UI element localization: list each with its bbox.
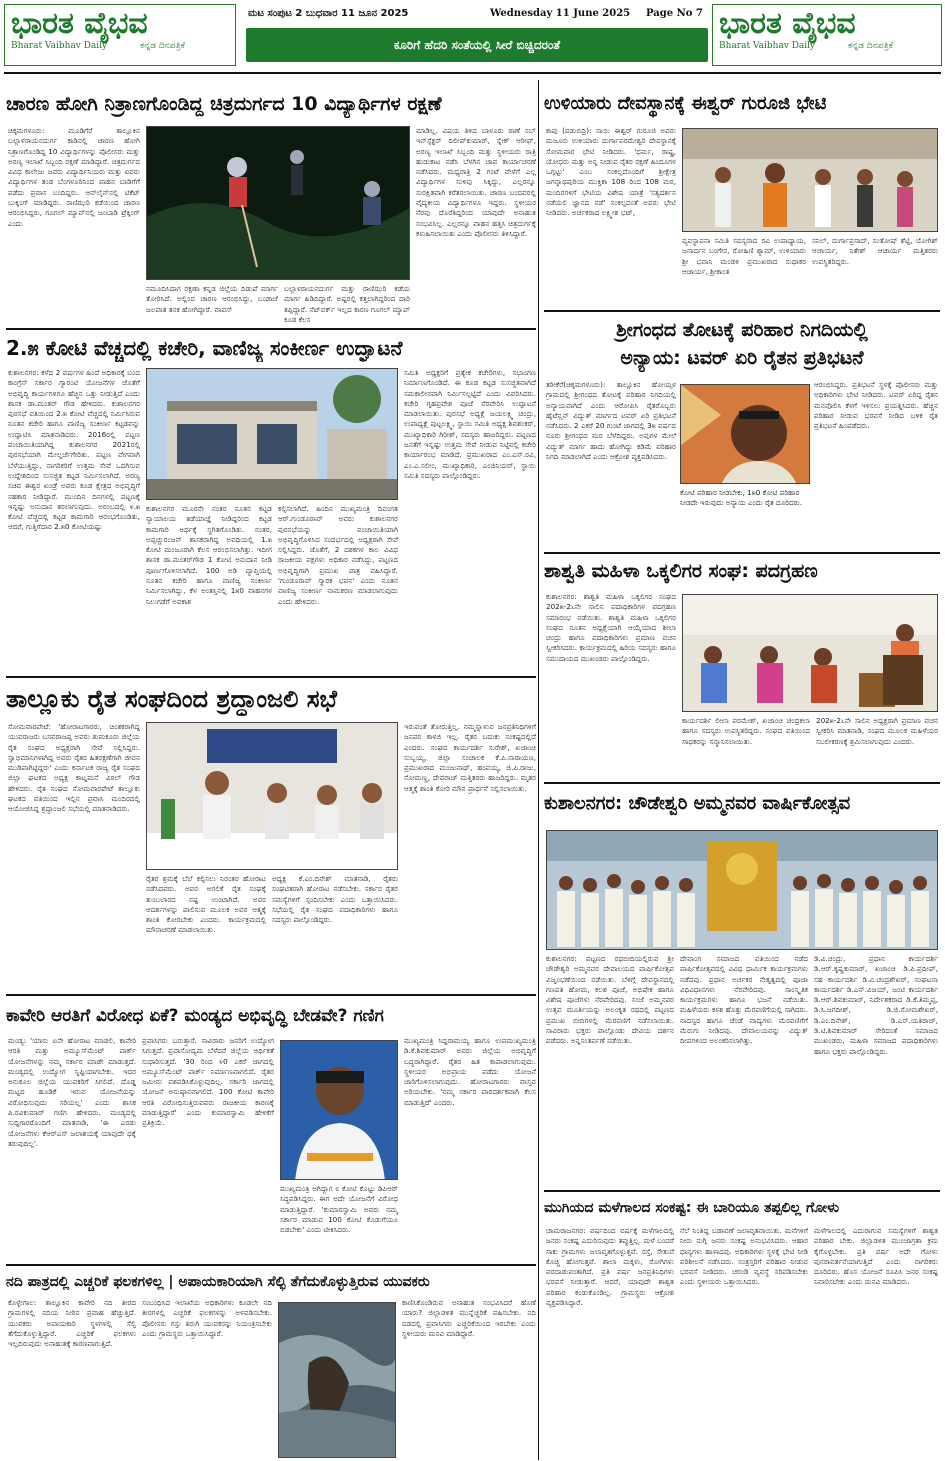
article6-col4: ಇರುವಂತೆ ತೋರುತ್ತಿಲ್ಲ. ನಮ್ಮನ್ನಾಳುವ ಜನಪ್ರತಿನಿಧಿಗಳಿಗೆ ಜನಪರ ಕಾಳಜಿ ಇಲ್ಲ. ರೈತರ ಬದುಕು ಸಂಕಷ್ಟದಲ್ಲಿದೆ ಎಂದರು. ಸಂಘದ ಕಾರ್ಯದರ್ಶಿ ಸುರೇಶ್, ಖಜಾಂಚಿ ಸುಬ್ಬಯ್ಯ, ಜಿಲ್ಲಾ ಸಂಚಾಲಕ ಕೆ.ಪಿ.ನಾರಾಯಣ, ಪ್ರಮುಖರಾದ ಮಂಜುನಾಥ್, ಹಂಪಯ್ಯ, ಜಿ.ಪಿ.ರಾಜು, ಸೋಮಣ್ಣ, ದೇವರಾಜ್ ಮತ್ತಿತರರು ಹಾಜರಿದ್ದರು. ಮೃತರ ಆತ್ಮಕ್ಕೆ ಶಾಂತಿ ಕೋರಿ ಮೌನ ಪ್ರಾರ್ಥನೆ ಸಲ್ಲಿಸಲಾಯಿತು. [404, 722, 536, 793]
article7-col3: ಡಿ.ವಿ.ಚಂದ್ರು, ಪ್ರಧಾನ ಕಾರ್ಯದರ್ಶಿ ಡಿ.ಆರ್.ಕೃಷ್ಣಕುಮಾರ್, ಖಜಾಂಚಿ ಡಿ.ಪಿ.ಪ್ರದೀಪ್, ಸಹ ಕಾರ್ಯದರ್ಶಿ ಡಿ.ವಿ.ಚಂದ್ರಶೇಖರ್, ಸಂಘಟನಾ ಕಾರ್ಯದರ್ಶಿ ಡಿ.ಎನ್.ವಿಜಯ್, ಜಂಟಿ ಕಾರ್ಯದರ್ಶಿ ಡಿ.ಆರ್.ಶಿವಕುಮಾರ್, ನಿರ್ದೇಶಕರಾದ ಡಿ.ಕೆ.ತಿಮ್ಮಪ್ಪ, ಡಿ.ಸಿ.ಜಗದೀಶ್, ಡಿ.ಜಿ.ಸೋಮಶೇಖರ್, ಡಿ.ಎಂ.ದಿನೇಶ್, ಡಿ.ಎಸ್.ಯತಿರಾಜ್, ಡಿ.ಟಿ.ಶಿವಕುಮಾರ್ ಸೇರಿದಂತೆ ಸಮಾಜದ ಮುಖಂಡರು, ಮಹಿಳಾ ಸಮಾಜದ ಪದಾಧಿಕಾರಿಗಳು ಹಾಗೂ ಭಕ್ತರು ಪಾಲ್ಗೊಂಡಿದ್ದರು. [814, 954, 938, 1056]
article5-headline: ಶಾಶ್ವತಿ ಮಹಿಳಾ ಒಕ್ಕಲಿಗರ ಸಂಘ: ಪದಗ್ರಹಣ [544, 560, 818, 582]
page-number: Page No 7 [646, 8, 703, 19]
article3-photo [146, 368, 398, 500]
masthead-title: ಭಾರತ ವೈಭವ [11, 6, 148, 41]
article2-headline: ಉಳಿಯಾರು ದೇವಸ್ಥಾನಕ್ಕೆ ಈಶ್ವರ್ ಗುರೂಜಿ ಭೇಟಿ [544, 93, 827, 114]
article10-photo [278, 1302, 396, 1458]
article7-col2: ದೇವಾಂಗ ಸಮಾಜದ ವತಿಯಿಂದ ನಡೆದ ವಾರ್ಷಿಕೋತ್ಸವದಲ್ಲಿ ವಿವಿಧ ಧಾರ್ಮಿಕ ಕಾರ್ಯಕ್ರಮಗಳು ನಡೆದವು. ಪ್ರಧಾನ ಅರ್ಚಕರ ನೇತೃತ್ವದಲ್ಲಿ ಪೂಜಾ ವಿಧಿವಿಧಾನಗಳು ನೆರವೇರಿದವು. ಸಾಂಸ್ಕೃತಿಕ ಕಾರ್ಯಕ್ರಮಗಳು ಹಾಗೂ ಭಜನೆ ನಡೆಯಿತು. ಮಹಿಳೆಯರು ಕಳಶ ಹೊತ್ತು ಮೆರವಣಿಗೆಯಲ್ಲಿ ಸಾಗಿದರು. ನಾದಸ್ವರ ಹಾಗೂ ಚೆಂಡೆ ವಾದ್ಯಗಳು ಮೆರವಣಿಗೆಗೆ ಮೆರುಗು ನೀಡಿದವು. ದೇವಾಲಯವನ್ನು ವಿದ್ಯುತ್ ದೀಪಗಳಿಂದ ಅಲಂಕರಿಸಲಾಗಿತ್ತು. [680, 954, 808, 1046]
office-building-photo-icon [147, 369, 398, 500]
article2-col2: ವ್ಯವಸ್ಥಾಪನಾ ಸಮಿತಿ ಸದಸ್ಯರಾದ ರವಿ ಉಪಾಧ್ಯಾಯ, ಜನಾರ್ದನ ಬಂಗೇರ, ರೋಹಿಣಿ ಶ್ಯಾಮ್, ಉಳಿಯಾರು ಶ್ರೀ ಭವಾನಿ ಮಂಡಳಿ ಪ್ರಮುಖರಾದ ಸುಧಾಕರ ಆಚಾರ್ಯ, ಶ್ರೀಕಾಂತ [682, 236, 806, 276]
divider-a8 [6, 1264, 536, 1266]
article8-col4: ಮುಖ್ಯಮಂತ್ರಿ ಸಿದ್ದರಾಮಯ್ಯ ಹಾಗೂ ಉಪಮುಖ್ಯಮಂತ್ರಿ ಡಿ.ಕೆ.ಶಿವಕುಮಾರ್ ಅವರು ಜಿಲ್ಲೆಯ ಅಭಿವೃದ್ಧಿಗೆ ಬದ್ಧರಾಗಿದ್ದಾರೆ. ರೈತರ ಹಿತ ಕಾಪಾಡಲಾಗುವುದು. ಸ್ಥಳೀಯರ ಅಭಿಪ್ರಾಯ ಪಡೆದು ಯೋಜನೆ ಜಾರಿಗೊಳಿಸಲಾಗುವುದು. ಹೋರಾಟಗಾರರು ವಾಸ್ತವ ಅರಿಯಬೇಕು. 'ನಮ್ಮ ಸರ್ಕಾರ ಪಾರದರ್ಶಕವಾಗಿ ಕೆಲಸ ಮಾಡುತ್ತಿದೆ' ಎಂದರು. [404, 1036, 536, 1107]
divider-a4 [544, 552, 940, 554]
article3-col4: ಸಮಿತಿ ಅಧ್ಯಕ್ಷರಿಗೆ ಪ್ರತ್ಯೇಕ ಕಚೇರಿಗಳು, ಸಭಾಂಗಣ ನಿರ್ಮಾಣಗೊಂಡಿದೆ. ಈ ಕೂಡ ಕಟ್ಟಡ ಸುಸಜ್ಜಿತವಾಗಿದೆ ಸಮಕಾಲೀನವಾಗಿ ನಿರ್ಮಿಸಲ್ಪಟ್ಟಿದೆ ಎಂದು ವಿವರಿಸಿದರು. ಕಚೇರಿ ಗೃಹಪ್ರವೇಶ ಪೂಜೆ ನೆರವೇರಿಸಿ ಉದ್ಘಾಟನೆ ಮಾಡಲಾಯಿತು. ಪುರಸಭೆ ಅಧ್ಯಕ್ಷೆ ಜಯಲಕ್ಷ್ಮಿ ಚಂದ್ರು, ಉಪಾಧ್ಯಕ್ಷೆ ಪುಟ್ಟಲಕ್ಷ್ಮಿ, ಸ್ಥಾಯಿ ಸಮಿತಿ ಅಧ್ಯಕ್ಷ ಶಿವಶಂಕರ್, ಮುಖ್ಯಾಧಿಕಾರಿ ಗಿರೀಶ್, ಸದಸ್ಯರು ಹಾಜರಿದ್ದರು. ಪಟ್ಟಣದ ಜನತೆಗೆ ಇನ್ನಷ್ಟು ಉತ್ತಮ ಸೇವೆ ನೀಡುವ ನಿಟ್ಟಿನಲ್ಲಿ ಕಚೇರಿ ಕಾರ್ಯಾರಂಭ ಮಾಡಿದೆ. ಪ್ರಮುಖರಾದ ಎಂ.ಎಸ್.ರವಿ, ಎಂ.ಎ.ಸಲೀಂ, ಮುಖ್ಯಾಧಿಕಾರಿ, ಎಂಜಿನಿಯರ್, ಸ್ಥಾಯಿ ಸಮಿತಿ ಸದಸ್ಯರು ಪಾಲ್ಗೊಂಡಿದ್ದರು. [404, 368, 536, 480]
article5-col3: 202೫-2೬ನೇ ಸಾಲಿನ ಅಧ್ಯಕ್ಷರಾಗಿ ಪ್ರಮಾಣ ವಚನ ಸ್ವೀಕರಿಸಿ ಮಾತನಾಡಿ, ಸಂಘದ ಮೂಲಕ ಮಹಿಳೆಯರ ಸಬಲೀಕರಣಕ್ಕೆ ಶ್ರಮಿಸಲಾಗುವುದು ಎಂದರು. [816, 716, 938, 746]
divider-a6 [6, 994, 536, 996]
article1-col4: ಮಾಡಿಲ್ಲ. ವಿಷಯ ತಿಳಿದ ಬಾಳೂರು ಠಾಣೆ ಸಬ್ ಇನ್‌ಸ್ಪೆಕ್ಟರ್ ದಿಲೀಪ್‌ಕುಮಾರ್, ಸ್ನೇಕ್ ಆರೀಫ್, ಅರಣ್ಯ ಇಲಾಖೆ ಸಿಬ್ಬಂದಿ ಮತ್ತು ಸ್ಥಳೀಯರು ರಾತ್ರಿ ಹುಡುಕಾಟ ನಡೆಸಿ ಬೆಳಗಿನ ಜಾವ ಕಾರ್ಯಾಚರಣೆ ನಡೆಸಿದರು. ಮಧ್ಯರಾತ್ರಿ 2 ಗಂಟೆ ವೇಳೆಗೆ ಎಲ್ಲ ವಿದ್ಯಾರ್ಥಿಗಳ ಸುಳಿವು ಸಿಕ್ಕಿದ್ದು, ಎಲ್ಲರನ್ನೂ ಸುರಕ್ಷಿತವಾಗಿ ಕರೆತರಲಾಯಿತು. ಚಾರಣ ಬಂದವರಲ್ಲಿ ವೈದ್ಯಕೀಯ ವಿದ್ಯಾರ್ಥಿಗಳೂ ಇದ್ದರು. ಸ್ಥಳೀಯರ ನೆರವು ದೊರೆತಿದ್ದರಿಂದ ಯಾವುದೇ ಅನಾಹುತ ಸಂಭವಿಸಿಲ್ಲ. ಎಲ್ಲರನ್ನೂ ವಾಹನ ಹತ್ತಿಸಿ ಚಿತ್ರದುರ್ಗಕ್ಕೆ ಕಳುಹಿಸಲಾಯಿತು ಎಂದು ಪೊಲೀಸರು ತಿಳಿಸಿದ್ದಾರೆ. [416, 126, 536, 238]
top-banner: ಕೂರಿಗೆ ಹೆದರಿ ಸಂತೆಯಲ್ಲಿ ಸೀರೆ ಬಿಚ್ಚಿದರಂತೆ [246, 28, 708, 62]
article10-col2: ಸಂಬಂಧಿಸಿದ ಇಲಾಖೆಯ ಅಧಿಕಾರಿಗಳು ಕೂಡಲೇ ನದಿ ತೀರಗಳಲ್ಲಿ ಎಚ್ಚರಿಕೆ ಫಲಕಗಳನ್ನು ಅಳವಡಿಸಬೇಕು. ಪೊಲೀಸರು ಗಸ್ತು ತಿರುಗಿ ಯುವಕರನ್ನು ನಿಯಂತ್ರಿಸಬೇಕು ಎಂದು ಗ್ರಾಮಸ್ಥರು ಒತ್ತಾಯಿಸಿದ್ದಾರೆ. [142, 1298, 272, 1338]
article1-col2: ನಮೂದಿಸಿದಾಗ ರಕ್ಷಣಾ ಕನ್ನಡ ಜಿಲ್ಲೆಯ ದಿಡುಪೆ ಮಾರ್ಗ ತೋರಿಸಿದೆ. ಅಲ್ಲಿಂದ ಚಾರಣ ಆರಂಭಿಸಿದ್ದು, ಬಂಡಾಜೆ ಜಲಪಾತ ತನಕ ಹೋಗಿದ್ದಾರೆ. ವಾಪಸ್ [146, 284, 278, 314]
masthead-tagline: ಕನ್ನಡ ದಿನಪತ್ರಿಕೆ [140, 41, 186, 51]
article2-col1: ಕಾಪು (ಪಡುಬಿದ್ರಿ): ಸಾಯಿ ಈಶ್ವರ್ ಗುರೂಜಿ ಅವರು ಮಜೂರು ಉಳಿಯಾರು ದುರ್ಗಾಪರಮೇಶ್ವರಿ ದೇವಸ್ಥಾನಕ್ಕೆ ಸೋಮವಾರ ಭೇಟಿ ನೀಡಿದರು. 'ಧರ್ಮ, ರಾಷ್ಟ್ರ, ಯೋಧರು ಮತ್ತು ಅನ್ನ ನೀಡುವ ರೈತರ ರಕ್ಷಣೆ ಹಿಂದೂಗಳ ಒಗ್ಗಟ್ಟು' ಎಂಬ ಸಂಕಲ್ಪದೊಂದಿಗೆ ಶ್ರೀಕ್ಷೇತ್ರ ಜಗನ್ನಾಥಪುರಿಯ ಮುಕ್ತಿಕಾ 108 ರಿಂದ 108 ಮಠ, ಮಂದಿರಗಳಿಗೆ ಭೇಟಿಯ ವಿಶೇಷ ಯಾತ್ರೆ 'ಸತ್ಯದರ್ಶನ ನಡೆಯಲಿ ಜ್ಞಾನದ ನಡೆ' ಸಂಕಲ್ಪದಂತೆ ಅವರು ಭೇಟಿ ನೀಡಿದರು. ಅರ್ಚಕರಾದ ಲಕ್ಷ್ಮೀಶ ಭಟ್, [546, 126, 676, 218]
politician-portrait-icon [281, 1041, 398, 1180]
article10-headline: ನದಿ ಪಾತ್ರದಲ್ಲಿ ಎಚ್ಚರಿಕೆ ಫಲಕಗಳಿಲ್ಲ | ಅಪಾಯಕಾರಿಯಾಗಿ ಸೆಲ್ಫಿ ತೆಗೆದುಕೊಳ್ಳುತ್ತಿರುವ ಯುವಕರು [6, 1274, 430, 1290]
article9-col2: ನೆಲೆ ನಿಂತಿದ್ದ ಬಡಾವಣೆ ಜಲಾವೃತವಾಯಿತು. ಮನೆಗಳಿಗೆ ನೀರು ನುಗ್ಗಿ ಜನರು ಸಂಕಷ್ಟ ಅನುಭವಿಸಿದರು. ಆಹಾರ ಧಾನ್ಯಗಳು ಹಾಳಾದವು. ಅಧಿಕಾರಿಗಳು ಸ್ಥಳಕ್ಕೆ ಭೇಟಿ ನೀಡಿ ಪರಿಶೀಲನೆ ನಡೆಸಿದರು. ಸಂತ್ರಸ್ತರಿಗೆ ಪರಿಹಾರ ನೀಡುವ ಭರವಸೆ ನೀಡಿದರು. ಚರಂಡಿ ವ್ಯವಸ್ಥೆ ಸರಿಪಡಿಸಬೇಕು ಎಂದು ಸ್ಥಳೀಯರು ಒತ್ತಾಯಿಸಿದರು. [680, 1226, 808, 1287]
divider-a1 [6, 328, 536, 330]
masthead-right [712, 4, 942, 66]
festival-procession-photo-icon [547, 831, 938, 950]
article9-col1: ಚಾಮರಾಜನಗರ: ವರ್ಷದಿಂದ ವರ್ಷಕ್ಕೆ ಮಳೆಗಾಲದಲ್ಲಿ ಜನರು ಸಂಕಷ್ಟ ಎದುರಿಸುವುದು ತಪ್ಪುತ್ತಿಲ್ಲ. ಮಳೆ ಬಂದರೆ ಸಾಕು ಗ್ರಾಮಗಳು ಜಲಾವೃತಗೊಳ್ಳುತ್ತವೆ. ರಸ್ತೆ, ಸೇತುವೆ ಕೊಚ್ಚಿ ಹೋಗುತ್ತವೆ. ಶಾಲಾ ಮಕ್ಕಳು, ರೋಗಿಗಳು ಪರದಾಡುವಂತಾಗಿದೆ. ಪ್ರತಿ ವರ್ಷ ಜನಪ್ರತಿನಿಧಿಗಳು ಭರವಸೆ ನೀಡುತ್ತಾರೆ. ಆದರೆ, ಯಾವುದೇ ಶಾಶ್ವತ ಪರಿಹಾರ ಕಂಡುಕೊಂಡಿಲ್ಲ. ಗ್ರಾಮಸ್ಥರು ಆಕ್ರೋಶ ವ್ಯಕ್ತಪಡಿಸಿದ್ದಾರೆ. [546, 1226, 674, 1308]
issue-date: Wednesday 11 June 2025 [490, 8, 631, 19]
article1-col3: ಬಲ್ಲಾಳರಾಯನದುರ್ಗ ಮತ್ತು ರಾಣಿಝರಿ ಕಡೆಯ ಮಾರ್ಗ ಹಿಡಿದಿದ್ದಾರೆ. ಅಷ್ಟರಲ್ಲಿ ಕತ್ತಲಾಗಿದ್ದರಿಂದ ದಾರಿ ತಪ್ಪಿದ್ದಾರೆ. ನೆಟ್‌ವರ್ಕ್ ಇಲ್ಲದ ಕಾರಣ ಗೂಗಲ್ ಮ್ಯಾಪ್ ಕೂಡ ಕೆಲಸ [284, 284, 410, 324]
article8-col2: ಪ್ರವಾಸಿಗರು ಬರುತ್ತಾರೆ. ಸಾವಿರಾರು ಜನರಿಗೆ ಉದ್ಯೋಗ ಸಿಗುತ್ತದೆ. ಪ್ರವಾಸೋದ್ಯಮ ಬೆಳೆದರೆ ಜಿಲ್ಲೆಯ ಆರ್ಥಿಕತೆ ಸುಧಾರಿಸುತ್ತದೆ. '30 ರಿಂದ ೪0 ಎಕರೆ ಜಾಗದಲ್ಲಿ ಅಮ್ಯೂಸ್‌ಮೆಂಟ್ ಪಾರ್ಕ್ ನಿರ್ಮಾಣವಾಗಲಿದೆ. ರೈತರ ಜಮೀನು ವಶಪಡಿಸಿಕೊಳ್ಳುವುದಿಲ್ಲ. ಸರ್ಕಾರಿ ಜಾಗದಲ್ಲಿ ಯೋಜನೆ ಅನುಷ್ಠಾನವಾಗಲಿದೆ. 100 ಕೋಟಿ ಕಾವೇರಿ ಆರತಿ ವಿರೋಧಿಸುತ್ತಿರುವವರು ರಾಜಕೀಯ ಕಾರಣಕ್ಕೆ ಮಾಡುತ್ತಿದ್ದಾರೆ' ಎಂದು ಕುಮಾರಸ್ವಾಮಿ ಹೇಳಿಕೆಗೆ ಪ್ರತಿಕ್ರಿಯೆ. [142, 1036, 274, 1128]
article2-col3: ಸನಿಲ್, ದುರ್ಗಾಪ್ರಸಾದ್, ಸಂತೋಷ್ ಶೆಟ್ಟಿ, ಯೋಗಿಶ್ ಆಚಾರ್ಯ, ನಿತೇಶ್ ಆಚಾರ್ಯ ಮತ್ತಿತರರು ಉಪಸ್ಥಿತರಿದ್ದರು. [812, 236, 938, 266]
article6-col2: ರೈತರ ಶ್ರಮಕ್ಕೆ ಬೆಲೆ ಕಲ್ಪಿಸಲು ನಿರಂತರ ಹೋರಾಟ ನಡೆಸಿದವರು. ಅವರ ಅಗಲಿಕೆ ರೈತ ಸಂಘಕ್ಕೆ ತುಂಬಲಾರದ ನಷ್ಟ ಉಂಟಾಗಿದೆ. ಅವರ ಆದರ್ಶಗಳನ್ನು ಪಾಲಿಸುವ ಮೂಲಕ ಅವರ ಆತ್ಮಕ್ಕೆ ಶಾಂತಿ ಕೋರಬೇಕು ಎಂದರು. ಕಾರ್ಯಕ್ರಮದಲ್ಲಿ ಮೌನಾಚರಣೆ ಮಾಡಲಾಯಿತು. [146, 874, 266, 935]
article9-headline: ಮುಗಿಯದ ಮಳೆಗಾಲದ ಸಂಕಷ್ಟ: ಈ ಬಾರಿಯೂ ತಪ್ಪಲಿಲ್ಲ ಗೋಳು [544, 1200, 840, 1216]
article8-photo [280, 1040, 398, 1180]
night-trek-photo-icon [147, 127, 410, 280]
article7-col1: ಕುಶಾಲನಗರ: ಪಟ್ಟಣದ ರಥಬೀದಿಯಲ್ಲಿರುವ ಶ್ರೀ ಚೌಡೇಶ್ವರಿ ಅಮ್ಮನವರ ದೇವಾಲಯದ ವಾರ್ಷಿಕೋತ್ಸವ ವಿಜೃಂಭಣೆಯಿಂದ ನಡೆಯಿತು. ಬೆಳಿಗ್ಗೆ ದೇವಸ್ಥಾನದಲ್ಲಿ ಗಣಪತಿ ಹೋಮ, ಕಲಶ ಪೂಜೆ, ಅಭಿಷೇಕ ಹಾಗೂ ವಿಶೇಷ ಪೂಜೆಗಳು ನೆರವೇರಿದವು. ಸಂಜೆ ಅಮ್ಮನವರ ಉತ್ಸವ ಮೂರ್ತಿಯನ್ನು ಅಲಂಕೃತ ರಥದಲ್ಲಿ ಪಟ್ಟಣದ ಪ್ರಮುಖ ಬೀದಿಗಳಲ್ಲಿ ಮೆರವಣಿಗೆ ನಡೆಸಲಾಯಿತು. ಸಾವಿರಾರು ಭಕ್ತರು ಪಾಲ್ಗೊಂಡು ದೇವಿಯ ದರ್ಶನ ಪಡೆದರು. ಅನ್ನಸಂತರ್ಪಣೆ ನಡೆಯಿತು. [546, 954, 674, 1046]
article1-col1: ಚಿಕ್ಕಮಗಳೂರು: ಮೂಡಿಗೆರೆ ತಾಲ್ಲೂಕಿನ ಬಲ್ಲಾಳರಾಯನದುರ್ಗ ಕಾಡಿನಲ್ಲಿ ಚಾರಣ ಹೋಗಿ ನಿತ್ರಾಣಗೊಂಡಿದ್ದ 10 ವಿದ್ಯಾರ್ಥಿಗಳನ್ನು ಪೊಲೀಸರು ಮತ್ತು ಅರಣ್ಯ ಇಲಾಖೆ ಸಿಬ್ಬಂದಿ ರಕ್ಷಣೆ ಮಾಡಿದ್ದಾರೆ. ಚಿತ್ರದುರ್ಗದ ವಿವಿಧ ಕಾಲೇಜು ಜವರು ವಿದ್ಯಾರ್ಥಿನಿಯರು ಮತ್ತು ಐವರು ವಿದ್ಯಾರ್ಥಿಗಳ ತಂಡ ಬೆಂಗಳೂರಿನಿಂದ ವಾಹನ ಬಾಡಿಗೆಗೆ ಪಡೆದು ಪ್ರವಾಸ ಬಂದಿದ್ದರು. ಆನ್‌ಲೈನ್‌ನಲ್ಲಿ ಟಿಕೆಟ್ ಬುಕ್ಕಿಂಗ್ ಮಾಡಿದ್ದರು. ರಾಣಿಝರಿ ಕಡೆಯಿಂದ ಚಾರಣ ಆರಂಭಿಸಿದ್ದರು, ಗೂಗಲ್ ಮ್ಯಾಪ್‌ನಲ್ಲಿ ಜಂಬಾಡಿ ಟ್ರೆಕ್ಕಿಂಗ್ ಎಂದು [8, 126, 140, 228]
masthead-left [4, 4, 236, 66]
river-rocks-photo-icon [279, 1303, 396, 1458]
article2-photo [682, 128, 938, 232]
masthead-subtitle: Bharat Vaibhav Daily [11, 41, 108, 51]
women-association-photo-icon [683, 595, 938, 712]
article4-photo [680, 384, 810, 484]
article4-caption-left: ಕೋಟಿ ಪರಿಹಾರ ನೀಡಬೇಕು, 1೫0 ಕೋಟಿ ಪರಿಹಾರ ನೀಡದೇ ಇರುವುದು ಅನ್ಯಾಯ ಎಂದು ರೈತ ದೂರಿದರು. [680, 488, 802, 507]
farmer-portrait-icon [681, 385, 810, 484]
article1-headline: ಚಾರಣ ಹೋಗಿ ನಿತ್ರಾಣಗೊಂಡಿದ್ದ ಚಿತ್ರದುರ್ಗದ 10 ವಿದ್ಯಾರ್ಥಿಗಳ ರಕ್ಷಣೆ [6, 93, 442, 115]
article4-col2: ಆರಂಭಿಸಿದ್ದರು. ಪ್ರತಿಭಟನೆ ಸ್ಥಳಕ್ಕೆ ಪೊಲೀಸರು ಮತ್ತು ಅಧಿಕಾರಿಗಳು ಭೇಟಿ ನೀಡಿದರು. ಟವರ್ ಏರಿದ್ದ ರೈತನ ಮನವೊಲಿಸಿ ಕೆಳಗೆ ಇಳಿಸಲು ಪ್ರಯತ್ನಿಸಿದರು. ಹೆಚ್ಚಿನ ಪರಿಹಾರ ನೀಡುವ ಭರವಸೆ ನೀಡಿದ ಬಳಿಕ ರೈತ ಪ್ರತಿಭಟನೆ ಹಿಂಪಡೆದರು. [814, 380, 938, 431]
issue-info: ಮಟ ಸಂಪುಟ 2 ಬುಧವಾರ 11 ಜೂನ 2025 [248, 8, 409, 19]
divider-a3 [6, 676, 536, 678]
article4-headline: ಶ್ರೀಗಂಧದ ತೋಟಕ್ಕೆ ಪರಿಹಾರ ನಿಗದಿಯಲ್ಲಿ [616, 319, 868, 341]
divider-a7 [544, 1190, 940, 1192]
article5-photo [682, 594, 938, 712]
article10-col1: ಕೊಳ್ಳೇಗಾಲ: ತಾಲ್ಲೂಕಿನ ಕಾವೇರಿ ನದಿ ತೀರದ ಗ್ರಾಮಗಳಲ್ಲಿ ನದಿಯ ನೀರಿನ ಪ್ರವಾಹ ಹೆಚ್ಚುತ್ತಿದೆ. ಯುವಕರು ಅಪಾಯಕಾರಿ ಸ್ಥಳಗಳಲ್ಲಿ ಸೆಲ್ಫಿ ತೆಗೆದುಕೊಳ್ಳುತ್ತಿದ್ದಾರೆ. ಎಚ್ಚರಿಕೆ ಫಲಕಗಳು ಇಲ್ಲದಿರುವುದು ಅನಾಹುತಕ್ಕೆ ಕಾರಣವಾಗುತ್ತಿದೆ. [8, 1298, 136, 1349]
divider-a2 [544, 310, 940, 312]
article3-col3: ಕಲ್ಪಿಸಲಾಗಿದೆ. ಹಿಂದಿನ ಮುಖ್ಯಮಂತ್ರಿ ದಿವಂಗತ ಆರ್.ಗುಂಡೂರಾವ್ ಅವರು ಕುಶಾಲನಗರ ಪುರಸಭೆಯನ್ನು ಪಂಚಾಯಿತಿಯಾಗಿ ಅಭಿವೃದ್ಧಿಗೊಳಿಸಿದ ಸಂದರ್ಭದಲ್ಲಿ ಅಧ್ಯಕ್ಷರಾಗಿ ಸೇವೆ ಸಲ್ಲಿಸಿದ್ದರು. ಜೊತೆಗೆ, 2 ದಶಕಗಳ ಕಾಲ ವಿವಿಧ ರಾಜಕೀಯ ಪಕ್ಷಗಳು ಅಧಿಕಾರ ನಡೆಸಿದ್ದು, ಪಟ್ಟಣದ ಅಭಿವೃದ್ಧಿಗಾಗಿ ಪ್ರಮುಖ ಪಾತ್ರ ವಹಿಸಿದ್ದಾರೆ. 'ಗುಂಡೂರಾವ್ ಸ್ಮಾರಕ ಭವನ' ಎಂದು ನೂತನ ವಾಣಿಜ್ಯ ಸಂಕೀರ್ಣ ನಾಮಕರಣ ಮಾಡಲಾಗುವುದು ಎಂದು ಹೇಳಿದರು. [278, 504, 398, 606]
masthead-subtitle-right: Bharat Vaibhav Daily [719, 41, 816, 51]
article8-headline: ಕಾವೇರಿ ಆರತಿಗೆ ವಿರೋಧ ಏಕೆ? ಮಂಡ್ಯದ ಅಭಿವೃದ್ಧಿ ಬೇಡವೇ? ಗಣಿಗ [6, 1006, 384, 1026]
article1-photo [146, 126, 410, 280]
temple-visit-photo-icon [683, 129, 938, 232]
article6-headline: ತಾಲ್ಲೂಕು ರೈತ ಸಂಘದಿಂದ ಶ್ರದ್ಧಾಂಜಲಿ ಸಭೆ [6, 685, 337, 713]
masthead-rule [4, 72, 941, 74]
article5-col2: ಕಾರ್ಯದರ್ಶಿ ಲೀಲಾ ಪರಮೇಶ್, ಖಜಾಂಚಿ ಚಂದ್ರಕಲಾ ಹಾಗೂ ಸದಸ್ಯರು ಉಪಸ್ಥಿತರಿದ್ದರು. ಸಂಘದ ವತಿಯಿಂದ ಸಾಧಕರನ್ನು ಸನ್ಮಾನಿಸಲಾಯಿತು. [682, 716, 810, 746]
masthead-title-right: ಭಾರತ ವೈಭವ [719, 6, 856, 41]
article6-col1: ಸೋಮವಾರಪೇಟೆ: 'ಹೋರಾಟಗಾರರು, ಚಿಂತಕರಾಗಿದ್ದ ಯುವರಾಜರು ಬಸವರಾಜಪ್ಪ ಅವರು ತುಮಕೂರು ಜಿಲ್ಲೆಯ ರೈತ ಸಂಘದ ಅಧ್ಯಕ್ಷರಾಗಿ ಸೇವೆ ಸಲ್ಲಿಸಿದ್ದರು. ಸ್ವಾಭಿಮಾನಿಗಳಾಗಿದ್ದ ಅವರು ರೈತರ ಹಿತರಕ್ಷಣೆಗಾಗಿ ಜೀವನ ಮುಡಿಪಾಗಿಟ್ಟಿದ್ದರು' ಎಂದು ಕರ್ನಾಟಕ ರಾಜ್ಯ ರೈತ ಸಂಘದ ಜಿಲ್ಲಾ ಘಟಕದ ಅಧ್ಯಕ್ಷ ಕಾಟ್ನಮನೆ ವಿಠಲ್ ಗೌಡ ಹೇಳಿದರು. ರೈತ ಸಂಘದ ಸೋಮವಾರಪೇಟೆ ತಾಲ್ಲೂಕು ಘಟಕದ ವತಿಯಿಂದ ಇಲ್ಲಿನ ಪ್ರವಾಸಿ ಮಂದಿರದಲ್ಲಿ ಆಯೋಜಿಸಿದ್ದ ಶ್ರದ್ಧಾಂಜಲಿ ಸಭೆಯಲ್ಲಿ ಮಾತನಾಡಿದರು. [8, 722, 140, 814]
article4-headline2: ಅನ್ಯಾಯ: ಟವರ್ ಏರಿ ರೈತನ ಪ್ರತಿಭಟನೆ [620, 347, 864, 369]
meeting-photo-icon [147, 723, 398, 870]
divider-a5 [544, 782, 940, 784]
column-divider [538, 80, 539, 1460]
article6-photo [146, 722, 398, 870]
article8-col3: ಮುಖ್ಯಮಂತ್ರಿ ಅಗಿದ್ದಾಗ ೮ ಕೋಟಿ ಕೊಟ್ಟು ಡಿಪಿಆರ್ ಸಿದ್ಧಪಡಿಸಿದ್ದರು. ಈಗ ಅದೇ ಯೋಜನೆಗೆ ವಿರೋಧ ಮಾಡುತ್ತಿದ್ದಾರೆ. 'ಕುಮಾರಸ್ವಾಮಿ ಅವರು ನಮ್ಮ ಸರ್ಕಾರ ಮಾಡುವ 100 ಕೋಟಿ ಕೊಡುಗೆಯೂ ಬಿಡಬೇಕು' ಎಂದು ಟೀಕಿಸಿದರು. [280, 1184, 398, 1235]
article3-col1: ಕುಶಾಲನಗರ: ಕಳೆದ 2 ವರ್ಷಗಳ ಹಿಂದೆ ಅಧಿಕಾರಕ್ಕೆ ಬಂದ ಕಾಂಗ್ರೆಸ್ ಸರ್ಕಾರ ಗ್ಯಾರಂಟಿ ಯೋಜನೆಗಳ ಜೊತೆಗೆ ಅಭಿವೃದ್ಧಿ ಕಾರ್ಯಗಳಿಗೂ ಹೆಚ್ಚಿನ ಒತ್ತು ನೀಡುತ್ತಿದೆ ಎಂದು ಶಾಸಕ ಡಾ.ಮಂತರ್ ಗೌಡ ಹೇಳಿದರು. ಕುಶಾಲನಗರ ಪುರಸಭೆ ವತಿಯಿಂದ 2.೫ ಕೋಟಿ ವೆಚ್ಚದಲ್ಲಿ ನಿರ್ಮಿಸಿರುವ ನೂತನ ಕಚೇರಿ ಹಾಗೂ ವಾಣಿಜ್ಯ ಸಂಕೀರ್ಣ ಕಟ್ಟಡವನ್ನು ಉದ್ಘಾಟಿಸಿ ಮಾತನಾಡಿದರು. 2016ರಲ್ಲಿ ಪಟ್ಟಣ ಪಂಚಾಯಿತಿಯಾಗಿದ್ದ ಕುಶಾಲನಗರ 2021ರಲ್ಲಿ ಪುರಸಭೆಯಾಗಿ ಮೇಲ್ದರ್ಜೆಗೇರಿತು. ಪಟ್ಟಣ ವೇಗವಾಗಿ ಬೆಳೆಯುತ್ತಿದ್ದು, ನಾಗರಿಕರಿಗೆ ಉತ್ತಮ ಸೇವೆ ಒದಗಿಸುವ ಉದ್ದೇಶದಿಂದ ಸುಸಜ್ಜಿತ ಕಟ್ಟಡ ನಿರ್ಮಿಸಲಾಗಿದೆ. ಅರಣ್ಯ ಸಚಿವ ಈಶ್ವರ ಖಂಡ್ರೆ ಅವರು ಕೂಡ ಕ್ಷೇತ್ರದ ಅಭಿವೃದ್ಧಿಗೆ ಸಹಕಾರ ನೀಡಿದ್ದಾರೆ. ಮುಂದಿನ ದಿನಗಳಲ್ಲಿ ಪಟ್ಟಣಕ್ಕೆ ಇನ್ನಷ್ಟು ಅನುದಾನ ತರಲಾಗುವುದು. ಅರಂಬದಲ್ಲಿ ೪.೫ ಕೋಟಿ ವೆಚ್ಚದಲ್ಲಿ ಕಟ್ಟಡ ಕಾಮಗಾರಿ ಆರಂಭಗೊಂಡಿತು, ಆದರೆ, ಗುತ್ತಿಗೆದಾರ 2.೫0 ಕೋಟಿಯಷ್ಟು [8, 368, 140, 532]
article10-col3: ಕಾಣಿಸಿಕೊಂಡಿರುವ ಅನಾಹುತ ಸಂಭವಿಸಿದರೆ ಹೊಣೆ ಯಾರು? ಜಿಲ್ಲಾಡಳಿತ ಮುನ್ನೆಚ್ಚರಿಕೆ ವಹಿಸಬೇಕು. ನದಿ ದಡದಲ್ಲಿ ಪ್ರವಾಸಿಗರು ಎಚ್ಚರಿಕೆಯಿಂದ ಇರಬೇಕು ಎಂದು ಸ್ಥಳೀಯರು ಮನವಿ ಮಾಡಿದ್ದಾರೆ. [402, 1298, 536, 1338]
masthead-tagline-right: ಕನ್ನಡ ದಿನಪತ್ರಿಕೆ [848, 41, 894, 51]
article3-col2: ಕುಶಾಲನಗರ ಮೂರನೇ ನಂತರ ನೂತನ ಕಟ್ಟಡ ನ್ಯಾಯಾಲಯ ತಡೆಯಾಜ್ಞೆ ನೀಡಿದ್ದರಿಂದ ಕಟ್ಟಡ ಕಾಮಗಾರಿ ಅರ್ಧಕ್ಕೆ ಸ್ಥಗಿತಗೊಂಡಿತು. ನಂತರ, ಅಪ್ಪಚ್ಚುರಂಜನ್ ಶಾಸಕರಾಗಿದ್ದ ಅವಧಿಯಲ್ಲಿ 1.೫ ಕೋಟಿ ಮಂಜೂರಾಗಿ ಕೆಲಸ ಆರಂಭಿಸಲಾಗಿತ್ತು. ಇದೀಗ ಶಾಸಕ ಡಾ.ಮಂತರ್‌ಗೌಡ 1 ಕೋಟಿ ಅನುದಾನ ನೀಡಿ ಪೂರ್ಣಗೊಳಿಸಲಾಗಿದೆ. 100 ಅಡಿ ವ್ಯಾಪ್ತಿಯಲ್ಲಿ ನೂತನ ಕಚೇರಿ ಹಾಗೂ ವಾಣಿಜ್ಯ ಸಂಕೀರ್ಣ ನಿರ್ಮಿಸಲಾಗಿದ್ದು, ಕೆಳ ಅಂತಸ್ತಿನಲ್ಲಿ 1೫0 ವಾಹನಗಳ ನಿಲುಗಡೆಗೆ ಅವಕಾಶ [146, 504, 272, 606]
article5-col1: ಕುಶಾಲನಗರ: ಶಾಶ್ವತಿ ಮಹಿಳಾ ಒಕ್ಕಲಿಗರ ಸಂಘದ 202೫-2೬ನೇ ಸಾಲಿನ ಪದಾಧಿಕಾರಿಗಳ ಪದಗ್ರಹಣ ಸಮಾರಂಭ ನಡೆಯಿತು. ಶಾಶ್ವತಿ ಮಹಿಳಾ ಒಕ್ಕಲಿಗರ ಸಂಘದ ನೂತನ ಅಧ್ಯಕ್ಷೆಯಾಗಿ ಆಯ್ಕೆಯಾದ ಶೀಲಾ ಚಂದ್ರು ಹಾಗೂ ಪದಾಧಿಕಾರಿಗಳು ಪ್ರಮಾಣ ವಚನ ಸ್ವೀಕರಿಸಿದರು. ಕಾರ್ಯಕ್ರಮದಲ್ಲಿ ಹಿರಿಯ ಸದಸ್ಯರು ಹಾಗೂ ಸಮುದಾಯದ ಮುಖಂಡರು ಪಾಲ್ಗೊಂಡಿದ್ದರು. [546, 592, 676, 663]
article6-col3: ಅಧ್ಯಕ್ಷ ಕೆ.ಎಂ.ದಿನೇಶ್ ಮಾತನಾಡಿ, ರೈತರು ಸಂಘಟಿತರಾಗಿ ಹೋರಾಟ ನಡೆಸಬೇಕು. ಸರ್ಕಾರ ರೈತರ ಸಮಸ್ಯೆಗಳಿಗೆ ಸ್ಪಂದಿಸಬೇಕು ಎಂದು ಒತ್ತಾಯಿಸಿದರು. ಸಭೆಯಲ್ಲಿ ರೈತ ಸಂಘದ ಪದಾಧಿಕಾರಿಗಳು ಹಾಗೂ ಸದಸ್ಯರು ಪಾಲ್ಗೊಂಡಿದ್ದರು. [272, 874, 398, 925]
article7-headline: ಕುಶಾಲನಗರ: ಚೌಡೇಶ್ವರಿ ಅಮ್ಮನವರ ವಾರ್ಷಿಕೋತ್ಸವ [544, 793, 851, 814]
article9-col3: ಮಳೆಗಾಲದಲ್ಲಿ ಎದುರಾಗುವ ಸಮಸ್ಯೆಗಳಿಗೆ ಶಾಶ್ವತ ಪರಿಹಾರ ಬೇಕು. ಜಿಲ್ಲಾಡಳಿತ ಮುಂಜಾಗ್ರತಾ ಕ್ರಮ ಕೈಗೊಳ್ಳಬೇಕು. ಪ್ರತಿ ವರ್ಷ ಅದೇ ಗೋಳು ಪುನರಾವರ್ತನೆಯಾಗುತ್ತಿದೆ ಎಂದು ನಾಗರಿಕರು ದೂರಿದರು. ಹೊಸ ಯೋಜನೆ ರೂಪಿಸಿ ಜನರ ಸಂಕಷ್ಟ ನಿವಾರಿಸಬೇಕು ಎಂದು ಮನವಿ ಮಾಡಿದರು. [814, 1226, 938, 1287]
article7-photo [546, 830, 938, 950]
article3-headline: 2.೫ ಕೋಟಿ ವೆಚ್ಚದಲ್ಲಿ ಕಚೇರಿ, ವಾಣಿಜ್ಯ ಸಂಕೀರ್ಣ ಉದ್ಘಾಟನೆ [6, 336, 403, 360]
article8-col1: ಮಂಡ್ಯ: 'ಯಾರು ಏನೇ ಹೋರಾಟ ಮಾಡಲಿ, ಕಾವೇರಿ ಆರತಿ ಮತ್ತು ಅಮ್ಯೂಸ್‌ಮೆಂಟ್ ಪಾರ್ಕ್ ಯೋಜನೆಗಳನ್ನು ನಮ್ಮ ಸರ್ಕಾರ ಮಾಡೇ ಮಾಡುತ್ತದೆ. ಮಂಡ್ಯದಲ್ಲಿ ಉದ್ಯೋಗ ಸೃಷ್ಟಿಯಾಗಬೇಕು. ಇದರ ಅನುಕೂಲ ಜಿಲ್ಲೆಯ ಯುವಕರಿಗೆ ಸಿಗಲಿದೆ. ದೊಡ್ಡ ಮಟ್ಟದ ಹೂಡಿಕೆ ಇರುವ ಯೋಜನೆಯನ್ನು ವಿರೋಧಿಸುವುದು ಸರಿಯಲ್ಲ' ಎಂದು ಶಾಸಕ ಪಿ.ರವಿಕುಮಾರ್ ಗಣಿಗ ಹೇಳಿದರು. ಮಂಡ್ಯದಲ್ಲಿ ಸುದ್ದಿಗಾರರೊಂದಿಗೆ ಮಾತನಾಡಿ, 'ಈ ಎರಡು ಯೋಜನೆಗಳು ಕೆಆರ್‌ಎಸ್ ಜಲಾಶಯಕ್ಕೆ ಯಾವುದೇ ಧಕ್ಕೆ ತರುವುದಿಲ್ಲ'. [8, 1036, 136, 1148]
article4-col1: ತರೀಕೆರೆ(ಚಿಕ್ಕಮಗಳೂರು): ತಾಲ್ಲೂಕಿನ ಹೋಯ್ಸಳ ಗ್ರಾಮದಲ್ಲಿ ಶ್ರೀಗಂಧದ ತೋಟಕ್ಕೆ ಪರಿಹಾರ ನಿಗದಿಯಲ್ಲಿ ಅನ್ಯಾಯವಾಗಿದೆ ಎಂದು ಆರೋಪಿಸಿ ರೈತರೊಬ್ಬರು ಹೈಟೆನ್ಷನ್ ವಿದ್ಯುತ್ ಮಾರ್ಗದ ಟವರ್ ಏರಿ ಪ್ರತಿಭಟನೆ ನಡೆಸಿದರು. 2 ಎಕರೆ 20 ಗುಂಟೆ ಜಾಗದಲ್ಲಿ 3೫ ವರ್ಷದ ನೂರು ಶ್ರೀಗಂಧದ ಮರ ಬೆಳೆದಿದ್ದರು. ಅವುಗಳ ಮೇಲೆ ವಿದ್ಯುತ್ ಮಾರ್ಗ ಹಾದು ಹೋಗಿದ್ದು ಕಡಿಮೆ ಪರಿಹಾರ ನಿಗದಿ ಮಾಡಲಾಗಿದೆ ಎಂದು ಆಕ್ರೋಶ ವ್ಯಕ್ತಪಡಿಸಿದರು. [546, 380, 676, 462]
